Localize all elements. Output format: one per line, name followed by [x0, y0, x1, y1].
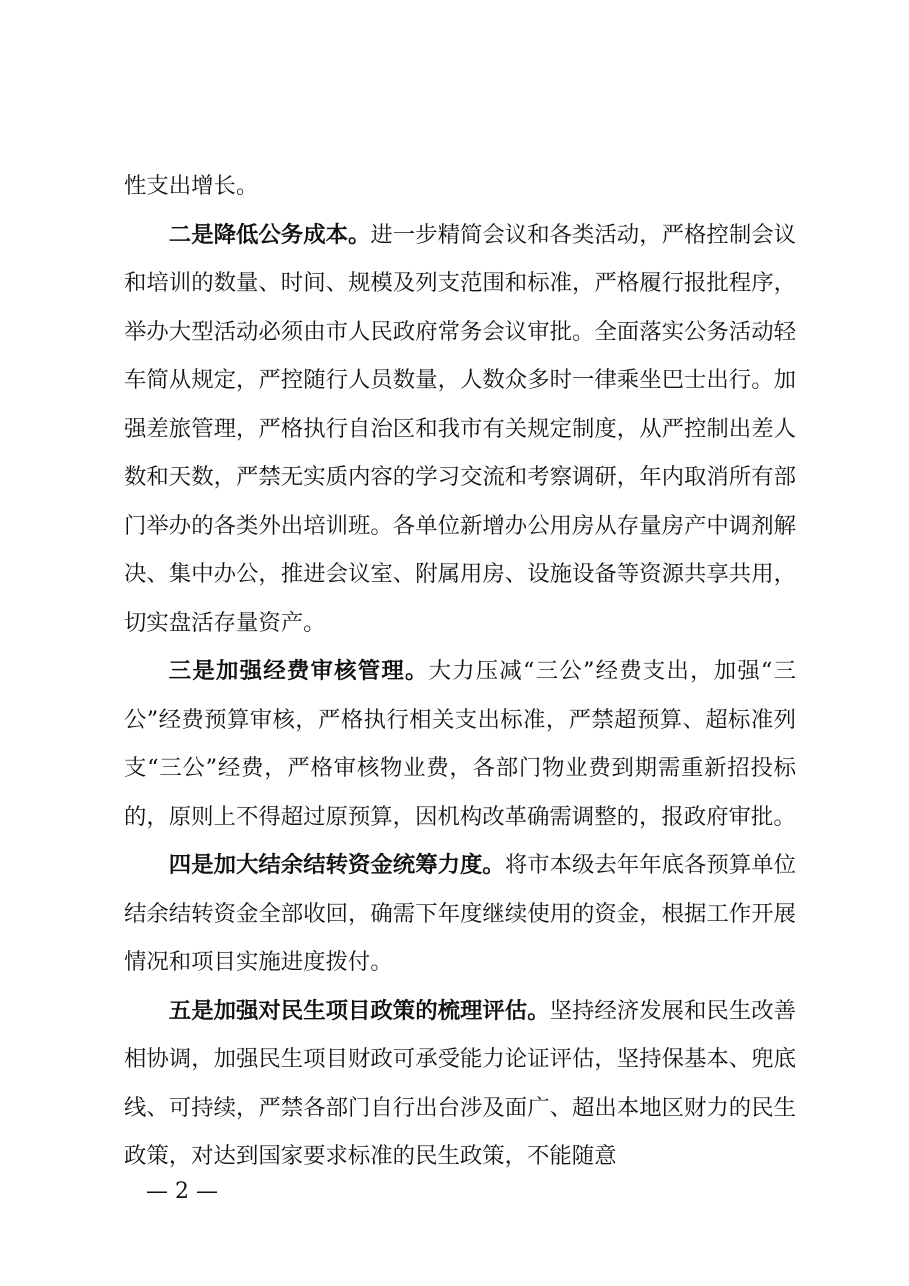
paragraph-expense-review: [124, 647, 796, 841]
paragraph-reduce-costs: [124, 211, 796, 648]
paragraph-text: 进一步精简会议和各类活动，严格控制会议和培训的数量、时间、规模及列支范围和标准，严格履行报批程序，举办大型活动必须由市人民政府常务会议审批。全面落实公务活动轻车简从规定，严控随行人员数量，人数众多时一律乘坐巴士出行。加强差旅管理，严格执行自治区和我市有关规定制度，从严控制出差人数和天数，严禁无实质内容的学习交流和考察调研，年内取消所有部门举办的各类外出培训班。各单位新增办公用房从存量房产中调剂解决、集中办公，推进会议室、附属用房、设施设备等资源共享共用，切实盘活存量资产。: [124, 221, 797, 636]
paragraph-lead: 四是加大结余结转资金统筹力度。: [168, 852, 505, 878]
paragraph-balance-funds: [124, 841, 796, 987]
document-body: [124, 162, 796, 1181]
page-number: — 2 —: [146, 1179, 218, 1204]
paragraph-lead: 三是加强经费审核管理。: [168, 658, 429, 684]
paragraph-lead: 二是降低公务成本。: [168, 221, 371, 248]
paragraph-text: 大力压减“三公”经费支出，加强“三公”经费预算审核，严格执行相关支出标准，严禁超预算、超标准列支“三公”经费，严格审核物业费，各部门物业费到期需重新招投标的，原则上不得超过原预算，因机构改革确需调整的，报政府审批。: [124, 658, 796, 830]
paragraph-lead: 五是加强对民生项目政策的梳理评估。: [168, 997, 550, 1024]
paragraph-text: 性支出增长。: [124, 173, 259, 199]
paragraph-continuation: [124, 162, 796, 211]
paragraph-text: 将市本级去年年底各预算单位结余结转资金全部收回，确需下年度继续使用的资金，根据工作开展情况和项目实施进度拨付。: [124, 852, 797, 975]
paragraph-livelihood-policy: [124, 987, 796, 1181]
paragraph-text: 坚持经济发展和民生改善相协调，加强民生项目财政可承受能力论证评估，坚持保基本、兜底线、可持续，严禁各部门自行出台涉及面广、超出本地区财力的民生政策，对达到国家要求标准的民生政策，不能随意: [124, 997, 797, 1169]
